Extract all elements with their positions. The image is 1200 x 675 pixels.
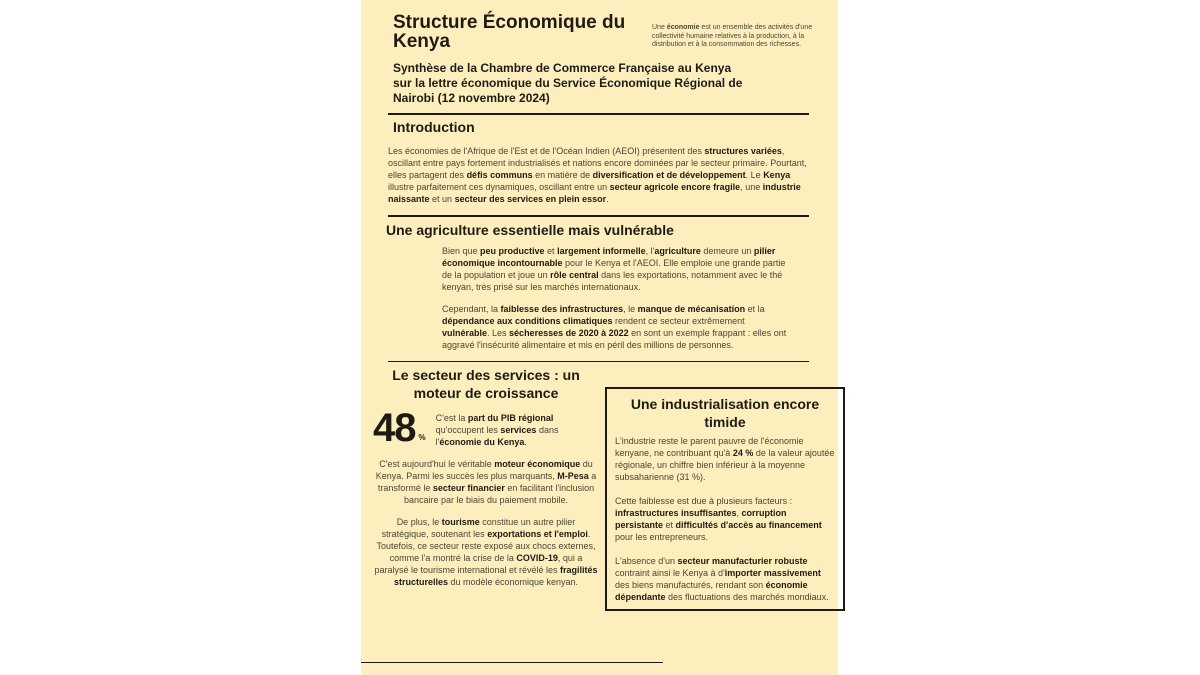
emphasis-text: secteur manufacturier robuste [677, 556, 808, 566]
emphasis-text: largement informelle [557, 246, 646, 256]
agriculture-heading: Une agriculture essentielle mais vulnérable [386, 222, 674, 238]
emphasis-text: 24 % [732, 448, 754, 458]
emphasis-text: économie dépendante [615, 580, 808, 602]
text-run: , [736, 508, 742, 518]
stat-value: 48 [373, 406, 416, 450]
emphasis-text: fragilités structurelles [393, 565, 598, 587]
emphasis-text: économie [666, 24, 700, 31]
divider [388, 215, 809, 217]
emphasis-text: vulnérable [442, 328, 488, 338]
emphasis-text: M-Pesa [557, 471, 589, 481]
emphasis-text: agriculture [654, 246, 701, 256]
text-run: Bien que [442, 246, 481, 256]
text-run: demeure un [700, 246, 754, 256]
emphasis-text: pilier économique incontournable [442, 246, 776, 268]
subtitle: Synthèse de la Chambre de Commerce Française au Kenya sur la lettre économique du Service Économique Régional de Nairobi (12 novembre 2024) [393, 61, 743, 105]
text-run: est un ensemble des activités d'une collectivité humaine relatives à la production, à la distribution et à la consommation des richesses. [652, 24, 813, 48]
text-run: a transformé le [377, 471, 597, 493]
emphasis-text: tourisme [441, 517, 480, 527]
emphasis-text: part du PIB régional [467, 413, 554, 423]
text-run: pour le Kenya et l'AEOI. Elle emploie une grande partie de la population et joue un [442, 258, 786, 280]
emphasis-text: Kenya [763, 170, 791, 180]
text-run: . Les [487, 328, 510, 338]
text-run: C'est aujourd'hui le véritable [379, 459, 495, 469]
emphasis-text: infrastructures insuffisantes [615, 508, 737, 518]
emphasis-text: économie du Kenya [439, 437, 525, 447]
text-run: et [544, 246, 558, 256]
text-run: , qui a paralysé le tourisme international et révélé les [374, 553, 583, 575]
text-run: rendent ce secteur extrêmement [612, 316, 745, 326]
emphasis-text: dépendance aux conditions climatiques [442, 316, 613, 326]
emphasis-text: secteur agricole encore fragile [609, 182, 741, 192]
emphasis-text: diversification et de développement [592, 170, 746, 180]
text-run: en matière de [532, 170, 593, 180]
text-run: constitue un autre pilier stratégique, soutenant les [381, 517, 576, 539]
text-run: , l' [645, 246, 655, 256]
emphasis-text: défis communs [466, 170, 533, 180]
stat-block [373, 408, 599, 448]
industry-box [605, 387, 845, 611]
text-run: dans les exportations, notamment avec le thé kenyan, très prisé sur les marchés internationaux. [442, 270, 783, 292]
text-run: , oscillant entre pays fortement industrialisés et nations encore dominées par le secteur primaire. Pourtant, elles partagent des [388, 146, 807, 180]
emphasis-text: moteur économique [494, 459, 581, 469]
emphasis-text: secteur financier [432, 483, 505, 493]
text-run: qu'occupent les [435, 425, 501, 435]
text-run: . Toutefois, ce secteur reste exposé aux chocs externes, comme l'a montré la crise de la [376, 529, 596, 563]
agriculture-content [442, 245, 794, 351]
emphasis-text: corruption persistante [615, 508, 787, 530]
stat-figure [373, 408, 426, 448]
services-heading: Le secteur des services : un moteur de croissance [392, 367, 580, 401]
emphasis-text: structures variées [704, 146, 782, 156]
stat-text [436, 412, 566, 448]
text-run: De plus, le [396, 517, 442, 527]
text-run: du modèle économique kenyan. [447, 577, 579, 587]
divider [388, 361, 809, 362]
emphasis-text: faiblesse des infrastructures [500, 304, 624, 314]
services-column [373, 366, 599, 588]
text-run: . [524, 437, 527, 447]
text-run: de la valeur ajoutée régionale, un chiffre bien inférieur à la moyenne subsaharienne (31 %). [615, 448, 835, 482]
agriculture-paragraph-1 [442, 245, 794, 293]
text-run: Les économies de l'Afrique de l'Est et de l'Océan Indien (AEOI) présentent des [388, 146, 705, 156]
text-run: Une [652, 24, 667, 31]
industry-paragraph-2 [615, 495, 837, 543]
stat-unit: % [418, 433, 426, 442]
agriculture-paragraph-2 [442, 303, 794, 351]
page-title: Structure Économique du Kenya [393, 12, 626, 52]
text-run: du Kenya. Parmi les succès les plus marquants, [375, 459, 593, 481]
text-run: . [606, 194, 609, 204]
services-paragraph-2 [373, 516, 599, 588]
emphasis-text: exportations et l'emploi [487, 529, 588, 539]
emphasis-text: difficultés d'accès au financement [675, 520, 822, 530]
text-run: et [663, 520, 676, 530]
emphasis-text: sécheresses de 2020 à 2022 [509, 328, 629, 338]
text-run: et la [745, 304, 765, 314]
emphasis-text: industrie naissante [388, 182, 801, 204]
document-page [361, 0, 838, 675]
text-run: en facilitant l'inclusion bancaire par le biais du paiement mobile. [403, 483, 595, 505]
industry-heading: Une industrialisation encore timide [630, 396, 820, 430]
text-run: C'est la [435, 413, 468, 423]
emphasis-text: secteur des services en plein essor [454, 194, 607, 204]
emphasis-text: services [500, 425, 537, 435]
text-run: , une [740, 182, 763, 192]
emphasis-text: COVID-19 [516, 553, 558, 563]
divider [388, 113, 809, 115]
text-run: des fluctuations des marchés mondiaux. [665, 592, 829, 602]
text-run: Cette faiblesse est due à plusieurs facteurs : [615, 496, 793, 506]
text-run: pour les entrepreneurs. [615, 532, 709, 542]
emphasis-text: manque de mécanisation [637, 304, 746, 314]
intro-text [388, 145, 811, 205]
text-run: contraint ainsi le Kenya à d' [615, 568, 725, 578]
text-run: L'absence d'un [615, 556, 678, 566]
emphasis-text: importer massivement [724, 568, 821, 578]
text-run: dans l' [435, 425, 559, 447]
text-run: illustre parfaitement ces dynamiques, oscillant entre un [388, 182, 610, 192]
industry-paragraph-3 [615, 555, 837, 603]
definition-note [652, 24, 822, 50]
text-run: des biens manufacturés, rendant son [615, 580, 766, 590]
text-run: L'industrie reste le parent pauvre de l'économie kenyane, ne contribuant qu'à [615, 436, 804, 458]
emphasis-text: rôle central [550, 270, 599, 280]
text-run: Cependant, la [442, 304, 501, 314]
footer-rule [361, 662, 663, 663]
services-paragraph-1 [373, 458, 599, 506]
text-run: en sont un exemple frappant : elles ont aggravé l'insécurité alimentaire et mis en péril des millions de personnes. [442, 328, 787, 350]
text-run: . Le [745, 170, 764, 180]
text-run: et un [429, 194, 455, 204]
intro-heading: Introduction [393, 119, 475, 135]
industry-paragraph-1 [615, 435, 837, 483]
emphasis-text: peu productive [480, 246, 545, 256]
text-run: , le [623, 304, 638, 314]
